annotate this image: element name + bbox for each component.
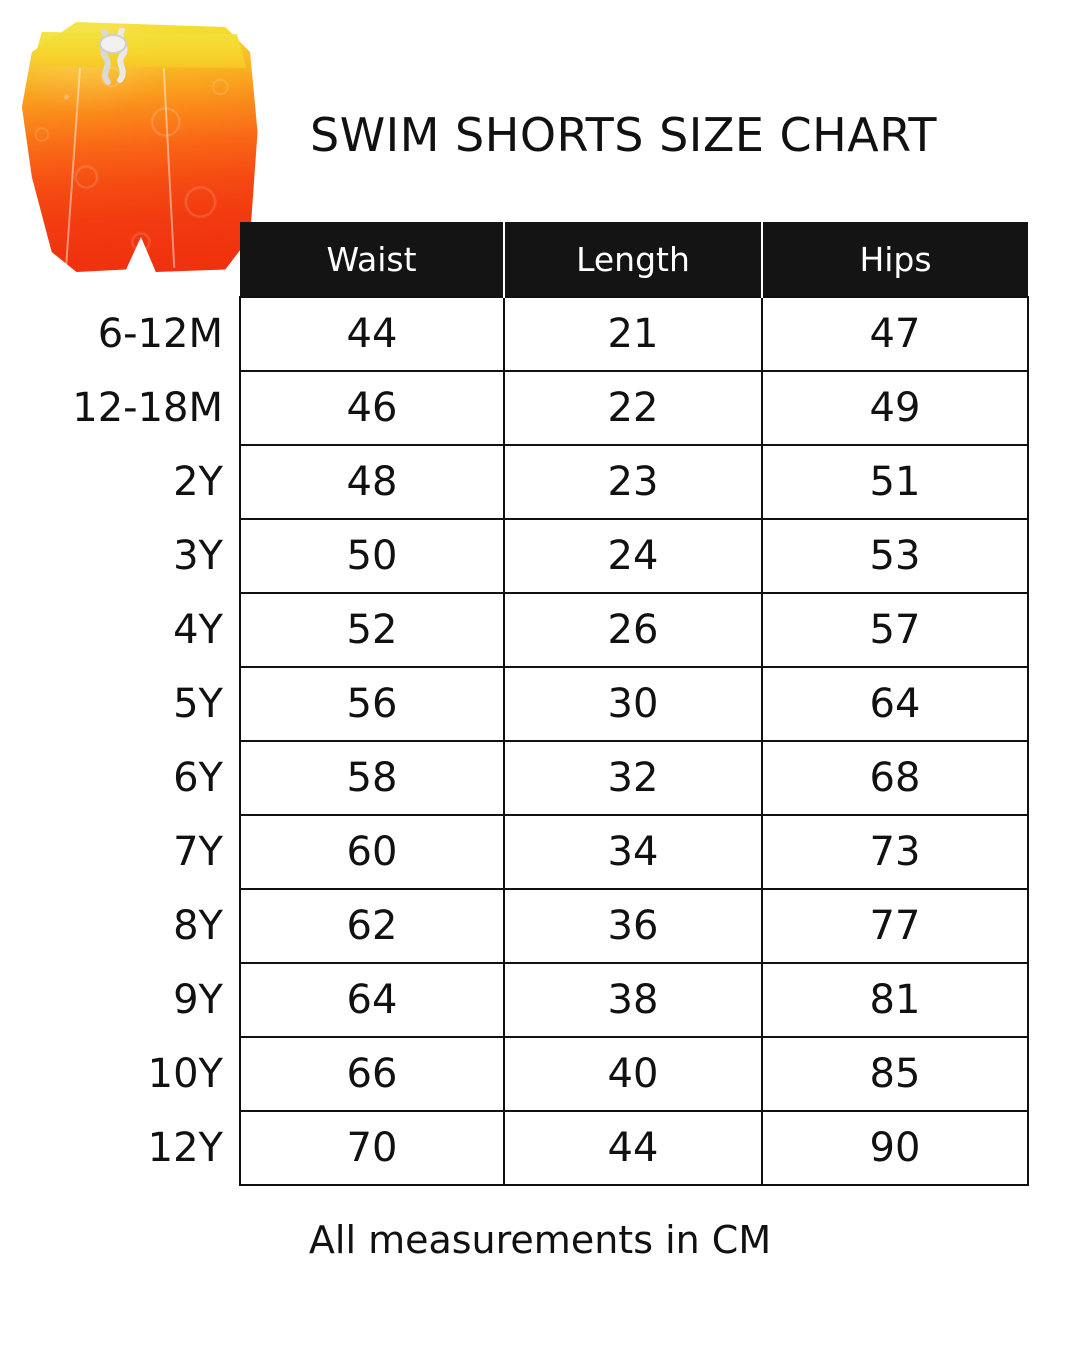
cell-waist: 46: [240, 371, 504, 445]
cell-hips: 57: [762, 593, 1028, 667]
table-row: [40, 371, 1028, 445]
table-body: [40, 297, 1028, 1185]
measurement-units-note: All measurements in CM: [308, 1218, 772, 1262]
cell-waist: 60: [240, 815, 504, 889]
row-size-label: 12-18M: [72, 385, 223, 431]
cell-length: 24: [504, 519, 762, 593]
table-row: [40, 741, 1028, 815]
row-size-label: 9Y: [173, 977, 223, 1023]
table-row: [40, 445, 1028, 519]
cell-hips: 51: [762, 445, 1028, 519]
cell-waist: 52: [240, 593, 504, 667]
table-row: [40, 667, 1028, 741]
table-header-row: [40, 222, 1028, 297]
size-chart: [40, 222, 1040, 1186]
table-row: [40, 1111, 1028, 1185]
cell-waist: 56: [240, 667, 504, 741]
table-row: [40, 889, 1028, 963]
cell-length: 26: [504, 593, 762, 667]
row-size-label: 6Y: [173, 755, 223, 801]
cell-length: 44: [504, 1111, 762, 1185]
row-size-label: 7Y: [173, 829, 223, 875]
cell-hips: 90: [762, 1111, 1028, 1185]
cell-length: 40: [504, 1037, 762, 1111]
cell-waist: 62: [240, 889, 504, 963]
row-size-label: 2Y: [173, 459, 223, 505]
table-row: [40, 1037, 1028, 1111]
table-row: [40, 815, 1028, 889]
table-row: [40, 963, 1028, 1037]
cell-length: 32: [504, 741, 762, 815]
table-header-hips: Hips: [762, 222, 1028, 297]
cell-hips: 49: [762, 371, 1028, 445]
cell-waist: 64: [240, 963, 504, 1037]
cell-length: 23: [504, 445, 762, 519]
row-size-label: 8Y: [173, 903, 223, 949]
cell-waist: 48: [240, 445, 504, 519]
cell-length: 36: [504, 889, 762, 963]
table-header-corner: [40, 222, 240, 297]
cell-length: 21: [504, 297, 762, 371]
cell-hips: 73: [762, 815, 1028, 889]
row-size-label: 6-12M: [97, 311, 223, 357]
cell-waist: 58: [240, 741, 504, 815]
row-size-label: 5Y: [173, 681, 223, 727]
cell-length: 30: [504, 667, 762, 741]
cell-length: 38: [504, 963, 762, 1037]
cell-waist: 66: [240, 1037, 504, 1111]
cell-hips: 53: [762, 519, 1028, 593]
cell-length: 34: [504, 815, 762, 889]
cell-hips: 64: [762, 667, 1028, 741]
cell-waist: 70: [240, 1111, 504, 1185]
cell-hips: 81: [762, 963, 1028, 1037]
table-row: [40, 593, 1028, 667]
table-header-waist: Waist: [240, 222, 504, 297]
table-header: [40, 222, 1028, 297]
cell-hips: 77: [762, 889, 1028, 963]
row-size-label: 4Y: [173, 607, 223, 653]
row-size-label: 3Y: [173, 533, 223, 579]
cell-hips: 85: [762, 1037, 1028, 1111]
row-size-label: 10Y: [147, 1051, 223, 1097]
cell-waist: 44: [240, 297, 504, 371]
cell-waist: 50: [240, 519, 504, 593]
cell-hips: 68: [762, 741, 1028, 815]
drawstring-icon: [82, 28, 172, 98]
cell-hips: 47: [762, 297, 1028, 371]
table-header-length: Length: [504, 222, 762, 297]
cell-length: 22: [504, 371, 762, 445]
page-title: SWIM SHORTS SIZE CHART: [310, 108, 937, 162]
size-chart-table: [40, 222, 1029, 1186]
table-row: [40, 519, 1028, 593]
row-size-label: 12Y: [147, 1125, 223, 1171]
table-row: [40, 297, 1028, 371]
